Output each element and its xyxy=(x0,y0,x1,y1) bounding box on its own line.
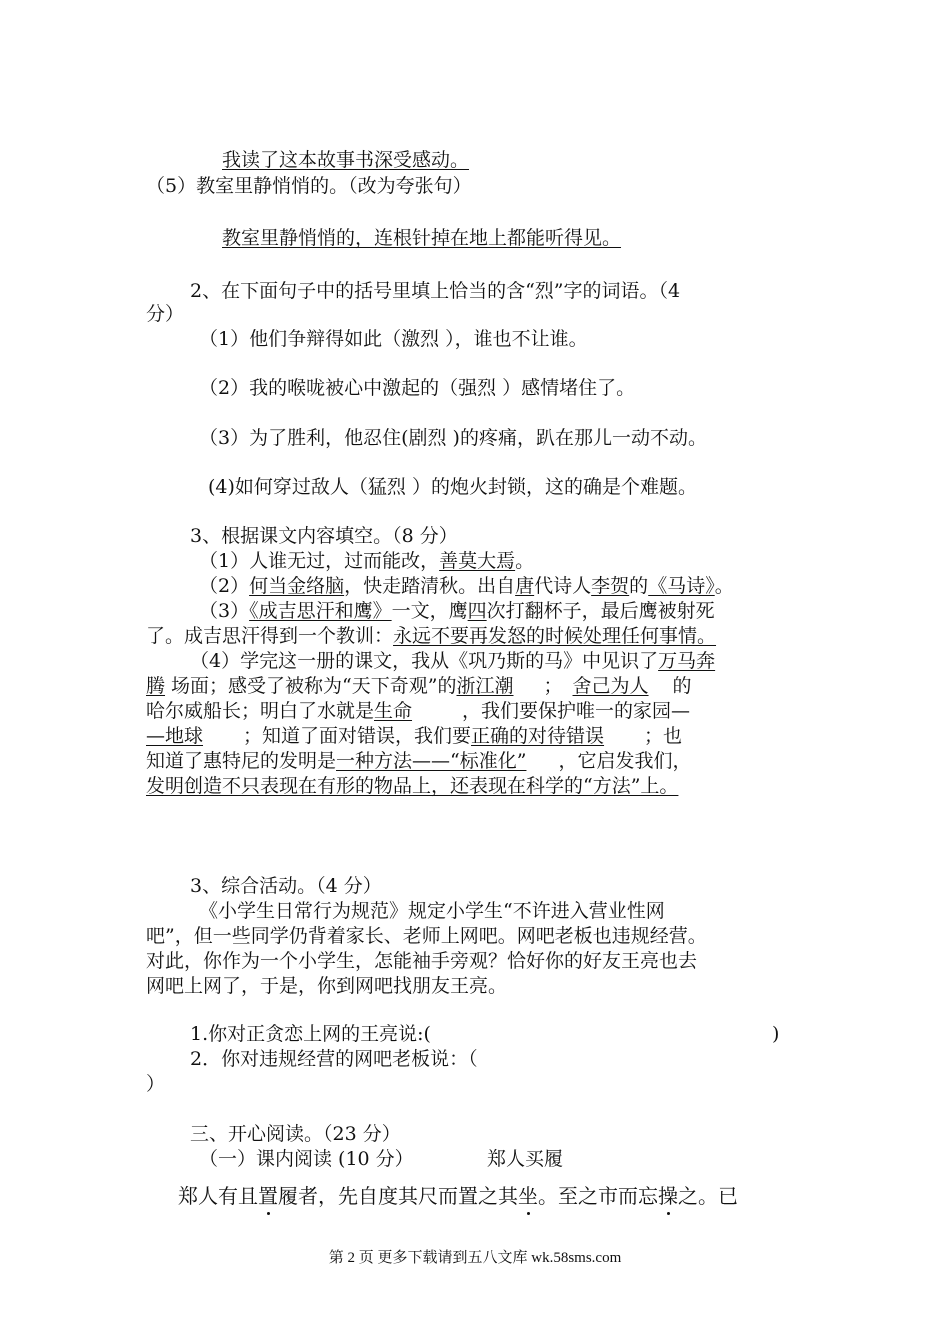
question-5: （5）教室里静悄悄的。（改为夸张句） xyxy=(146,175,472,197)
fill-line-2: （2）何当金络脑，快走踏清秋。出自唐代诗人李贺的《马诗》。 xyxy=(199,575,734,597)
answer-5: 教室里静悄悄的，连根针掉在地上都能听得见。 xyxy=(222,227,622,249)
activity-question-1: 1.你对正贪恋上网的王亮说:( xyxy=(190,1023,431,1045)
fill-line-9: 知道了惠特尼的发明是一种方法——“标准化” ，它启发我们， xyxy=(146,750,692,772)
section-2-item-1: （1）他们争辩得如此（激烈 ），谁也不让谁。 xyxy=(199,328,588,350)
fill-line-5: （4）学完这一册的课文，我从《巩乃斯的马》中见识了万马奔 xyxy=(190,650,716,672)
answer-4: 我读了这本故事书深受感动。 xyxy=(222,149,470,171)
fill-line-8: —地球 ；知道了面对错误，我们要正确的对待错误 ；也 xyxy=(146,725,683,747)
activity-paragraph-3: 对此，你作为一个小学生，怎能袖手旁观？恰好你的好友王亮也去 xyxy=(146,950,698,972)
fill-line-3: （3）《成吉思汗和鹰》一文，鹰四次打翻杯子，最后鹰被射死 xyxy=(199,600,715,622)
activity-question-2: 2．你对违规经营的网吧老板说：（ xyxy=(190,1048,478,1070)
section-2-title-cont: 分） xyxy=(146,303,185,325)
section-5-title: 三、开心阅读。（23 分） xyxy=(190,1123,401,1145)
section-5-subtitle: （一）课内阅读 (10 分） xyxy=(199,1148,414,1170)
fill-line-4: 了。成吉思汗得到一个教训：永远不要再发怒的时候处理任何事情。 xyxy=(146,625,717,647)
fill-line-1: （1）人谁无过，过而能改，善莫大焉。 xyxy=(199,550,535,572)
page-footer: 第 2 页 更多下载请到五八文库 wk.58sms.com xyxy=(328,1250,622,1266)
story-title: 郑人买履 xyxy=(487,1148,564,1170)
activity-question-2-close: ） xyxy=(146,1073,166,1095)
fill-line-6: 腾 场面；感受了被称为“天下奇观”的浙江潮 ； 舍己为人 的 xyxy=(146,675,692,697)
section-2-title: 2、在下面句子中的括号里填上恰当的含“烈”字的词语。（4 xyxy=(190,280,681,302)
section-3-title: 3、根据课文内容填空。（8 分） xyxy=(190,525,458,547)
section-4-title: 3、综合活动。（4 分） xyxy=(190,875,382,897)
fill-line-10: 发明创造不只表现在有形的物品上，还表现在科学的“方法”上。 xyxy=(146,775,679,797)
section-2-item-4: (4)如何穿过敌人（猛烈 ）的炮火封锁，这的确是个难题。 xyxy=(208,476,697,498)
classical-text-line: 郑人有且置履者，先自度其尺而置之其坐。至之市而忘操之。已 xyxy=(178,1184,738,1208)
activity-paragraph-1: 《小学生日常行为规范》规定小学生“不许进入营业性网 xyxy=(199,900,665,922)
section-2-item-3: （3）为了胜利，他忍住(剧烈 )的疼痛，趴在那儿一动不动。 xyxy=(199,427,707,449)
activity-paragraph-2: 吧”，但一些同学仍背着家长、老师上网吧。网吧老板也违规经营。 xyxy=(146,925,707,947)
section-2-item-2: （2）我的喉咙被心中激起的（强烈 ）感情堵住了。 xyxy=(199,377,636,399)
activity-question-1-close: ) xyxy=(772,1023,780,1045)
activity-paragraph-4: 网吧上网了，于是，你到网吧找朋友王亮。 xyxy=(146,975,508,997)
fill-line-7: 哈尔威船长；明白了水就是生命 ，我们要保护唯一的家园— xyxy=(146,700,691,722)
